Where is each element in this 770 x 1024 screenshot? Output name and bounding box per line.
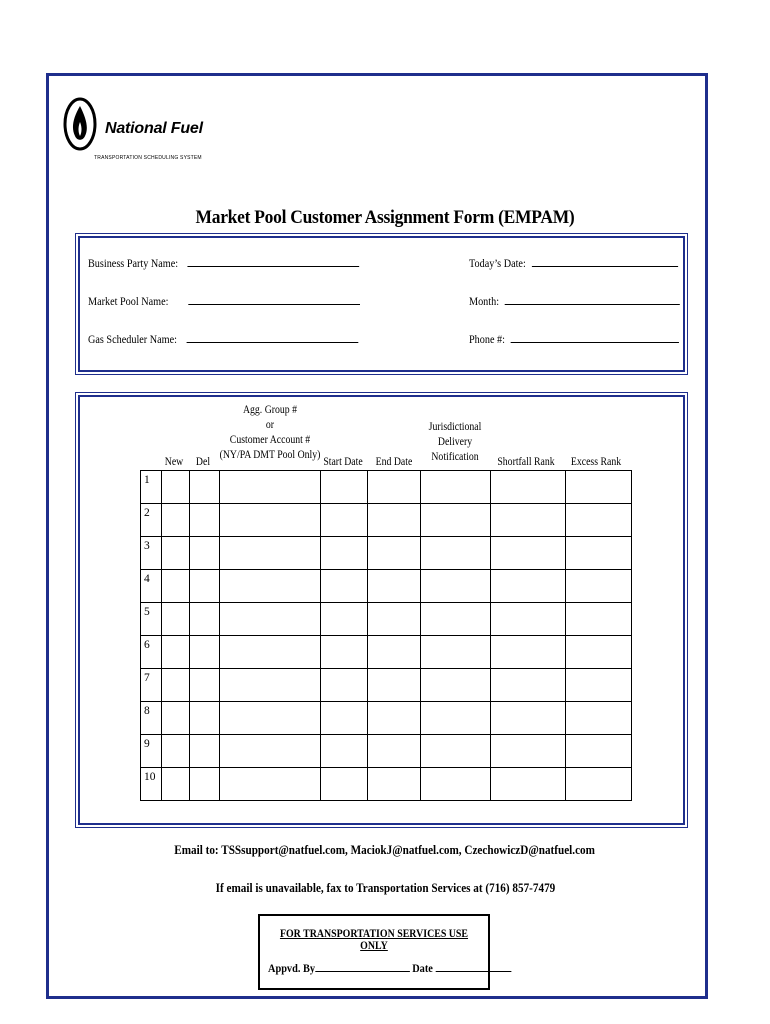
- col-jd-line3: Notification: [431, 451, 479, 463]
- cell-agg-group[interactable]: [220, 768, 321, 801]
- cell-excess-rank[interactable]: [566, 603, 632, 636]
- cell-del[interactable]: [190, 702, 220, 735]
- col-end-date-header: End Date: [375, 456, 413, 468]
- table-row: [141, 603, 632, 636]
- col-agg-line4: (NY/PA DMT Pool Only): [219, 449, 321, 461]
- cell-start-date[interactable]: [321, 702, 368, 735]
- todays-date-line[interactable]: [532, 256, 678, 267]
- market-pool-name-field[interactable]: [88, 294, 360, 309]
- ts-approval-row: [268, 961, 511, 976]
- cell-new[interactable]: [162, 636, 190, 669]
- col-shortfall-rank-header: Shortfall Rank: [497, 456, 555, 468]
- cell-start-date[interactable]: [321, 504, 368, 537]
- cell-jurisdictional[interactable]: [421, 735, 491, 768]
- gas-scheduler-name-label: Gas Scheduler Name:: [88, 332, 177, 346]
- cell-jurisdictional[interactable]: [421, 669, 491, 702]
- appvd-by-label: Appvd. By: [268, 961, 316, 975]
- cell-end-date[interactable]: [368, 768, 421, 801]
- cell-new[interactable]: [162, 702, 190, 735]
- cell-agg-group[interactable]: [220, 702, 321, 735]
- business-party-name-line[interactable]: [187, 256, 359, 267]
- cell-start-date[interactable]: [321, 768, 368, 801]
- col-excess-rank-header: Excess Rank: [570, 456, 622, 468]
- row-number: 5: [141, 603, 162, 636]
- cell-shortfall-rank[interactable]: [491, 537, 566, 570]
- row-number: 6: [141, 636, 162, 669]
- appvd-by-line[interactable]: [315, 961, 410, 972]
- cell-agg-group[interactable]: [220, 504, 321, 537]
- todays-date-label: Today’s Date:: [469, 256, 526, 270]
- cell-shortfall-rank[interactable]: [491, 603, 566, 636]
- cell-end-date[interactable]: [368, 537, 421, 570]
- cell-shortfall-rank[interactable]: [491, 669, 566, 702]
- cell-new[interactable]: [162, 570, 190, 603]
- table-row: [141, 636, 632, 669]
- cell-jurisdictional[interactable]: [421, 570, 491, 603]
- col-jd-line2: Delivery: [437, 436, 473, 448]
- fax-text: If email is unavailable, fax to Transportation Services at (716) 857-7479: [215, 880, 555, 895]
- cell-agg-group[interactable]: [220, 669, 321, 702]
- cell-excess-rank[interactable]: [566, 471, 632, 504]
- cell-jurisdictional[interactable]: [421, 504, 491, 537]
- logo-tagline: TRANSPORTATION SCHEDULING SYSTEM: [94, 155, 202, 161]
- gas-scheduler-name-field[interactable]: [88, 332, 358, 347]
- email-text: Email to: TSSsupport@natfuel.com, MaciokJ@natfuel.com, CzechowiczD@natfuel.com: [174, 842, 596, 857]
- national-fuel-logo: [62, 96, 242, 166]
- cell-del[interactable]: [190, 537, 220, 570]
- row-number: 1: [141, 471, 162, 504]
- business-party-name-field[interactable]: [88, 256, 359, 271]
- phone-field[interactable]: [469, 332, 679, 347]
- col-agg-line3: Customer Account #: [229, 434, 311, 446]
- cell-agg-group[interactable]: [220, 471, 321, 504]
- cell-jurisdictional[interactable]: [421, 603, 491, 636]
- cell-new[interactable]: [162, 768, 190, 801]
- cell-agg-group[interactable]: [220, 636, 321, 669]
- cell-start-date[interactable]: [321, 537, 368, 570]
- cell-shortfall-rank[interactable]: [491, 735, 566, 768]
- cell-end-date[interactable]: [368, 636, 421, 669]
- gas-scheduler-name-line[interactable]: [186, 332, 358, 343]
- cell-del[interactable]: [190, 471, 220, 504]
- row-number: 8: [141, 702, 162, 735]
- form-title: Market Pool Customer Assignment Form (EMPAM): [195, 207, 575, 228]
- cell-del[interactable]: [190, 603, 220, 636]
- table-row: [141, 702, 632, 735]
- cell-shortfall-rank[interactable]: [491, 570, 566, 603]
- cell-new[interactable]: [162, 537, 190, 570]
- date-label: Date: [412, 961, 433, 975]
- col-jd-line1: Jurisdictional: [428, 421, 482, 433]
- transportation-services-box: [258, 914, 490, 990]
- cell-jurisdictional[interactable]: [421, 471, 491, 504]
- cell-end-date[interactable]: [368, 735, 421, 768]
- table-row: [141, 735, 632, 768]
- todays-date-field[interactable]: [469, 256, 678, 271]
- cell-excess-rank[interactable]: [566, 669, 632, 702]
- col-start-date-header: Start Date: [323, 456, 363, 468]
- table-row: [141, 504, 632, 537]
- phone-line[interactable]: [511, 332, 679, 343]
- table-row: [141, 471, 632, 504]
- business-party-name-label: Business Party Name:: [88, 256, 179, 270]
- cell-end-date[interactable]: [368, 669, 421, 702]
- logo-company-name: National Fuel: [105, 120, 203, 137]
- table-row: [141, 669, 632, 702]
- cell-del[interactable]: [190, 768, 220, 801]
- market-pool-name-line[interactable]: [188, 294, 360, 305]
- col-agg-group-header: [219, 403, 321, 463]
- cell-new[interactable]: [162, 669, 190, 702]
- cell-del[interactable]: [190, 504, 220, 537]
- cell-agg-group[interactable]: [220, 537, 321, 570]
- cell-excess-rank[interactable]: [566, 735, 632, 768]
- month-label: Month:: [469, 294, 500, 308]
- cell-new[interactable]: [162, 471, 190, 504]
- cell-new[interactable]: [162, 735, 190, 768]
- cell-start-date[interactable]: [321, 570, 368, 603]
- cell-excess-rank[interactable]: [566, 702, 632, 735]
- row-number: 2: [141, 504, 162, 537]
- flame-logo-icon: [62, 96, 102, 156]
- market-pool-name-label: Market Pool Name:: [88, 294, 169, 308]
- cell-shortfall-rank[interactable]: [491, 768, 566, 801]
- cell-agg-group[interactable]: [220, 735, 321, 768]
- ts-date-line[interactable]: [435, 961, 511, 972]
- row-number: 10: [141, 768, 162, 801]
- ts-box-title: FOR TRANSPORTATION SERVICES USE ONLY: [279, 928, 469, 952]
- cell-del[interactable]: [190, 669, 220, 702]
- cell-shortfall-rank[interactable]: [491, 504, 566, 537]
- cell-del[interactable]: [190, 735, 220, 768]
- cell-new[interactable]: [162, 603, 190, 636]
- cell-excess-rank[interactable]: [566, 570, 632, 603]
- cell-agg-group[interactable]: [220, 570, 321, 603]
- fax-instructions: [0, 880, 770, 896]
- col-del-header: Del: [195, 456, 211, 468]
- cell-excess-rank[interactable]: [566, 636, 632, 669]
- cell-jurisdictional[interactable]: [421, 537, 491, 570]
- table-row: [141, 570, 632, 603]
- cell-del[interactable]: [190, 636, 220, 669]
- cell-new[interactable]: [162, 504, 190, 537]
- cell-jurisdictional[interactable]: [421, 768, 491, 801]
- row-number: 9: [141, 735, 162, 768]
- month-line[interactable]: [505, 294, 680, 305]
- cell-start-date[interactable]: [321, 669, 368, 702]
- month-field[interactable]: [469, 294, 680, 309]
- cell-excess-rank[interactable]: [566, 537, 632, 570]
- cell-shortfall-rank[interactable]: [491, 471, 566, 504]
- cell-start-date[interactable]: [321, 735, 368, 768]
- row-number: 3: [141, 537, 162, 570]
- cell-start-date[interactable]: [321, 603, 368, 636]
- cell-del[interactable]: [190, 570, 220, 603]
- cell-end-date[interactable]: [368, 570, 421, 603]
- cell-end-date[interactable]: [368, 504, 421, 537]
- table-row: [141, 537, 632, 570]
- cell-shortfall-rank[interactable]: [491, 636, 566, 669]
- cell-agg-group[interactable]: [220, 603, 321, 636]
- phone-label: Phone #:: [469, 332, 505, 346]
- cell-jurisdictional[interactable]: [421, 636, 491, 669]
- cell-excess-rank[interactable]: [566, 768, 632, 801]
- cell-end-date[interactable]: [368, 471, 421, 504]
- assignment-table: [140, 470, 632, 801]
- cell-start-date[interactable]: [321, 471, 368, 504]
- col-jurisdictional-header: [421, 420, 489, 465]
- col-agg-line2: or: [265, 419, 275, 431]
- email-instructions: [0, 842, 770, 858]
- cell-shortfall-rank[interactable]: [491, 702, 566, 735]
- cell-excess-rank[interactable]: [566, 504, 632, 537]
- cell-jurisdictional[interactable]: [421, 702, 491, 735]
- cell-end-date[interactable]: [368, 603, 421, 636]
- cell-end-date[interactable]: [368, 702, 421, 735]
- table-row: [141, 768, 632, 801]
- cell-start-date[interactable]: [321, 636, 368, 669]
- col-new-header: New: [164, 456, 184, 468]
- row-number: 4: [141, 570, 162, 603]
- row-number: 7: [141, 669, 162, 702]
- col-agg-line1: Agg. Group #: [242, 404, 298, 416]
